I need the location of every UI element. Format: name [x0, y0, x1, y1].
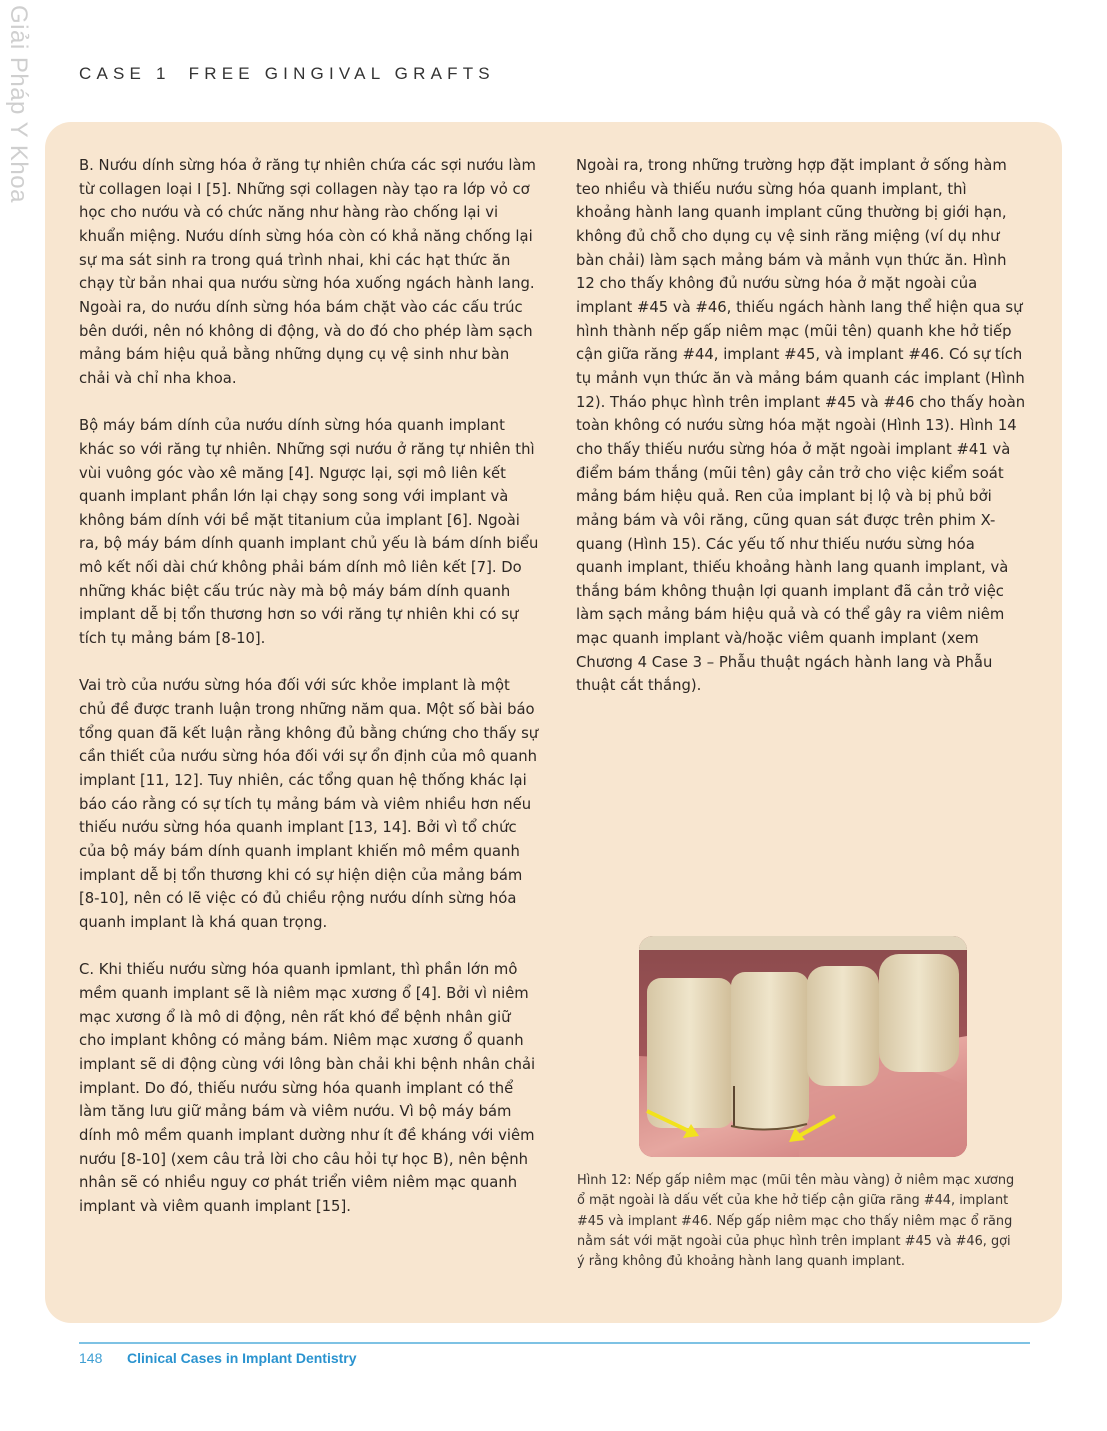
paragraph-b: B. Nướu dính sừng hóa ở răng tự nhiên chứa các sợi nướu làm từ collagen loại I [5]. Những sợi collagen này tạo ra lớp vỏ cơ học cho nướu và có chức năng như hàng rào chống lại vi khuẩn miệng. Nướu dính sừng hóa còn có khả năng chống lại sự ma sát sinh ra trong quá trình nhai, khi các hạt thức ăn chạy từ bản nhai qua nướu sừng hóa xuống ngách hành lang. Ngoài ra, do nướu dính sừng hóa bám chặt vào các cấu trúc bên dưới, nên nó không di động, và do đó cho phép làm sạch mảng bám hiệu quả bằng những dụng cụ vệ sinh như bàn chải và chỉ nha khoa. — [79, 157, 536, 387]
implant-crown-45 — [731, 972, 809, 1130]
clinical-photo — [639, 936, 967, 1157]
footer-divider — [79, 1342, 1030, 1344]
paragraph-role: Vai trò của nướu sừng hóa đối với sức khỏe implant là một chủ đề được tranh luận trong những năm qua. Một số bài báo tổng quan đã kết luận rằng không đủ bằng chứng cho thấy sự cần thiết của nướu sừng hóa đối với sự ổn định của mô quanh implant [11, 12]. Tuy nhiên, các tổng quan hệ thống khác lại báo cáo rằng có sự tích tụ mảng bám và viêm nhiều hơn nếu thiếu nướu sừng hóa quanh implant [13, 14]. Bởi vì tổ chức của bộ máy bám dính quanh implant khiến mô mềm quanh implant dễ bị tổn thương khi có sự hiện diện của mảng bám [8-10], nên có lẽ việc có đủ chiều rộng nướu dính sừng hóa quanh implant là khá quan trọng. — [79, 677, 539, 931]
paragraph-c: C. Khi thiếu nướu sừng hóa quanh ipmlant, thì phần lớn mô mềm quanh implant sẽ là niêm mạc xương ổ [4]. Bởi vì niêm mạc xương ổ là mô di động, nên rất khó để bệnh nhân giữ cho implant không có mảng bám. Niêm mạc xương ổ quanh implant sẽ di động cùng với lông bàn chải khi bệnh nhân chải implant. Do đó, thiếu nướu sừng hóa quanh implant có thể làm tăng lưu giữ mảng bám và viêm nướu. Vì bộ máy bám dính mô mềm quanh implant dường như ít đề kháng với viêm nướu [8-10] (xem câu trả lời cho câu hỏi tự học B), nên bệnh nhân sẽ có nhiều nguy cơ phát triển viêm niêm mạc quanh implant và viêm quanh implant [15]. — [79, 961, 536, 1215]
figure-12-caption: Hình 12: Nếp gấp niêm mạc (mũi tên màu vàng) ở niêm mạc xương ổ mặt ngoài là dấu vết của khe hở tiếp cận giữa răng #44, implant #45 và implant #46. Nếp gấp niêm mạc cho thấy niêm mạc ổ răng nằm sát với mặt ngoài của phục hình trên implant #45 và #46, gợi ý rằng không đủ khoảng hành lang quanh implant. — [577, 1173, 1015, 1270]
book-title: Clinical Cases in Implant Dentistry — [127, 1350, 357, 1366]
tooth-43 — [879, 954, 959, 1072]
paragraph-vestibule: Ngoài ra, trong những trường hợp đặt implant ở sống hàm teo nhiều và thiếu nướu sừng hóa quanh implant, thì khoảng hành lang quanh implant cũng thường bị giới hạn, không đủ chỗ cho dụng cụ vệ sinh răng miệng (ví dụ như bàn chải) làm sạch mảng bám và mảnh vụn thức ăn. Hình 12 cho thấy không đủ nướu sừng hóa ở mặt ngoài của implant #45 và #46, thiếu ngách hành lang thể hiện qua sự hình thành nếp gấp niêm mạc (mũi tên) quanh khe hở tiếp cận giữa răng #44, implant #45, và implant #46. Có sự tích tụ mảnh vụn thức ăn và mảng bám quanh các implant (Hình 12). Tháo phục hình trên implant #45 và #46 cho thấy hoàn toàn không có nướu sừng hóa mặt ngoài (Hình 13). Hình 14 cho thấy thiếu nướu sừng hóa ở mặt ngoài implant #41 và điểm bám thắng (mũi tên) gây cản trở cho việc kiểm soát mảng bám hiệu quả. Ren của implant bị lộ và bị phủ bởi mảng bám và vôi răng, cũng quan sát được trên phim X-quang (Hình 15). Các yếu tố như thiếu nướu sừng hóa quanh implant, thiếu khoảng hành lang quanh implant, và thắng bám không thuận lợi quanh implant đã cản trở việc làm sạch mảng bám hiệu quả và có thể gây ra viêm niêm mạc quanh implant và/hoặc viêm quanh implant (xem Chương 4 Case 3 – Phẫu thuật ngách hành lang và Phẫu thuật cắt thắng). — [576, 157, 1026, 695]
tooth-44 — [807, 966, 879, 1086]
right-column — [576, 154, 1026, 722]
left-column — [79, 154, 539, 1242]
page-number: 148 — [79, 1350, 103, 1366]
running-head — [79, 64, 495, 84]
case-label: CASE 1 — [79, 64, 171, 83]
implant-crown-46 — [647, 978, 733, 1128]
watermark: Giải Pháp Y Khoa — [5, 5, 32, 203]
figure-12-photo — [639, 936, 967, 1157]
paragraph-attachment: Bộ máy bám dính của nướu dính sừng hóa quanh implant khác so với răng tự nhiên. Những sợi nướu ở răng tự nhiên thì vùi vuông góc vào xê măng [4]. Ngược lại, sợi mô liên kết quanh implant phần lớn lại chạy song song với implant và không bám dính với bề mặt titanium của implant [6]. Ngoài ra, bộ máy bám dính quanh implant chủ yếu là bám dính biểu mô kết nối dài chứ không phải bám dính mô liên kết [7]. Do những khác biệt cấu trúc này mà bộ máy bám dính quanh implant dễ bị tổn thương hơn so với răng tự nhiên khi có sự tích tụ mảng bám [8-10]. — [79, 417, 539, 648]
case-title: FREE GINGIVAL GRAFTS — [188, 64, 495, 83]
page-footer — [79, 1350, 357, 1368]
